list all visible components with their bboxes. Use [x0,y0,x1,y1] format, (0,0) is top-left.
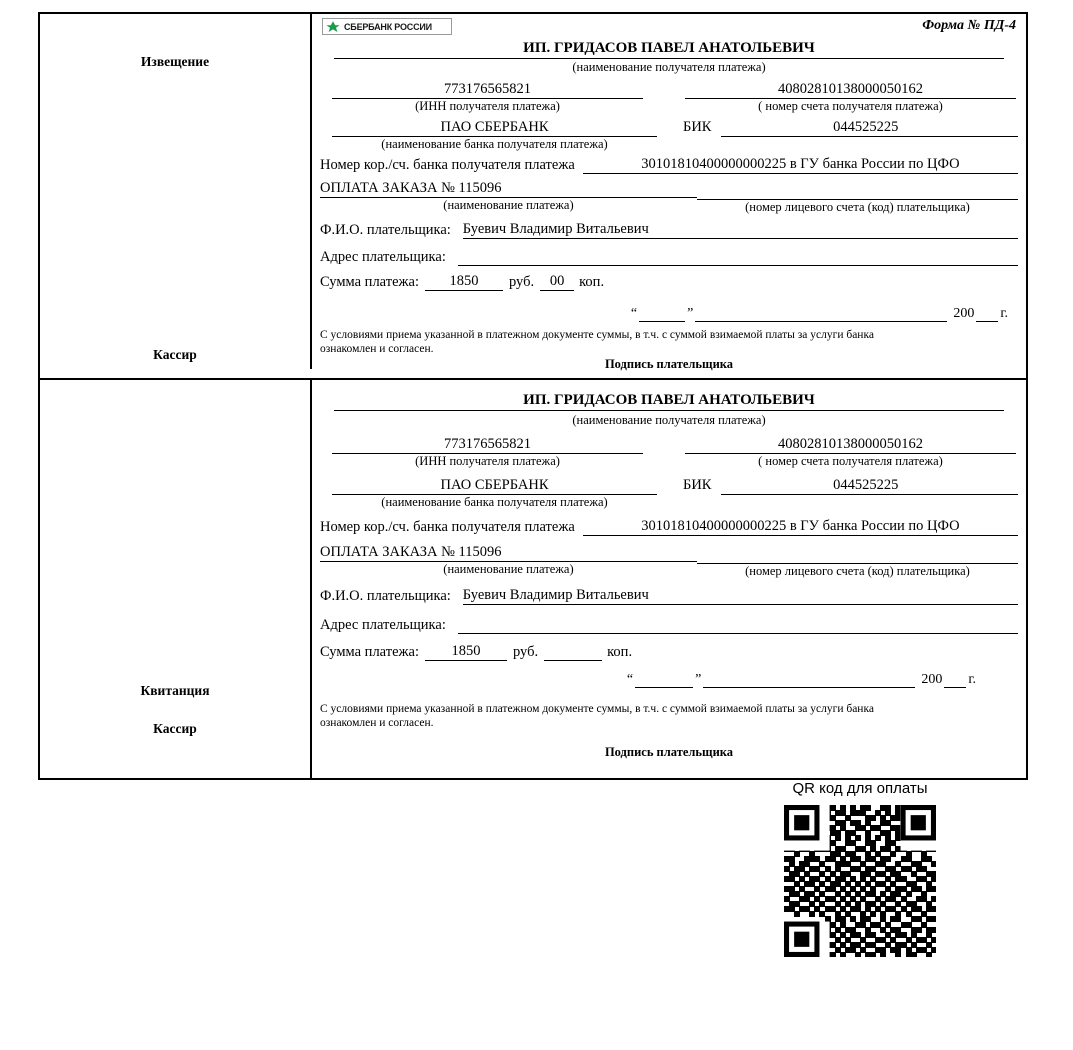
notice-conditions [320,328,1018,357]
notice-sum-kop-value: 00 [540,273,574,291]
receipt-personal-account-caption: (номер лицевого счета (код) плательщика) [745,563,970,578]
receipt-purpose-caption: (наименование платежа) [443,561,574,576]
receipt-date-quote-open: “ [626,671,634,687]
notice-personal-account-caption: (номер лицевого счета (код) плательщика) [745,200,970,214]
receipt-rub-word: руб. [513,643,539,660]
receipt-payer-label: Ф.И.О. плательщика: [320,587,451,604]
qr-payment-section [760,780,960,957]
receipt-sum-label: Сумма платежа: [320,643,419,660]
receipt-recipient-name: ИП. ГРИДАСОВ ПАВЕЛ АНАТОЛЬЕВИЧ [334,392,1004,411]
notice-payer-label: Ф.И.О. плательщика: [320,222,451,238]
receipt-conditions-line1: С условиями приема указанной в платежном документе суммы, в т.ч. с суммой взимаемой платы за услуги банка [320,702,874,715]
notice-right-column [312,14,1026,378]
notice-conditions-line1: С условиями приема указанной в платежном документе суммы, в т.ч. с суммой взимаемой платы за услуги банка [320,329,874,341]
receipt-date-month [703,671,915,688]
notice-bank-name: ПАО СБЕРБАНК [332,119,657,137]
receipt-left-column [40,380,312,778]
notice-corr-value: 30101810400000000225 в ГУ банка России по ЦФО [583,156,1018,174]
receipt-sum-rub-value: 1850 [425,643,507,661]
receipt-kop-word: коп. [607,643,633,660]
notice-recipient-name: ИП. ГРИДАСОВ ПАВЕЛ АНАТОЛЬЕВИЧ [334,40,1004,59]
notice-sum-rub-value: 1850 [425,273,503,291]
receipt-bank-name: ПАО СБЕРБАНК [332,477,657,495]
notice-date-month [695,305,947,322]
form-number: Форма № ПД-4 [922,18,1016,33]
notice-purpose-value: ОПЛАТА ЗАКАЗА № 115096 [320,180,697,198]
receipt-cashier-label: Кассир [153,720,197,736]
notice-address-value [458,246,1018,266]
receipt-recipient-caption: (наименование получателя платежа) [572,412,766,427]
notice-signature-label: Подпись плательщика [604,356,734,371]
notice-bank-caption: (наименование банка получателя платежа) [381,137,608,151]
notice-inn-value: 773176565821 [332,81,643,99]
notice-account-caption: ( номер счета получателя платежа) [758,99,943,113]
sberbank-logo-text: СБЕРБАНК РОССИИ [344,21,432,32]
receipt-bic-value: 044525225 [721,477,1018,495]
notice-date-day [639,305,685,322]
notice-conditions-line2: ознакомлен и согласен. [320,343,434,356]
notice-recipient-caption: (наименование получателя платежа) [572,60,766,74]
notice-sum-label: Сумма платежа: [320,274,419,290]
receipt-bank-caption: (наименование банка получателя платежа) [381,494,608,509]
receipt-signature-label: Подпись плательщика [604,744,734,759]
sberbank-logo [322,18,452,35]
notice-bic-label: БИК [683,119,712,135]
receipt-title-label: Квитанция [140,682,210,698]
notice-inn-caption: (ИНН получателя платежа) [415,99,560,113]
notice-cashier-label: Кассир [153,347,197,362]
qr-code-image [784,805,936,957]
payment-form [38,12,1028,780]
notice-section [40,14,1026,380]
receipt-date-year: 200 [921,671,943,687]
receipt-right-column [312,380,1026,778]
notice-date-quote-close: ” [687,306,694,321]
receipt-bic-label: БИК [683,476,712,493]
notice-kop-word: коп. [579,274,605,290]
receipt-personal-account-value [697,544,1018,564]
receipt-corr-label: Номер кор./сч. банка получателя платежа [320,518,575,535]
receipt-sum-kop-value [544,643,602,661]
notice-title-label: Извещение [140,54,210,69]
receipt-date-quote-close: ” [695,671,702,687]
notice-date-year: 200 [953,306,975,321]
notice-date-quote-open: “ [630,306,638,321]
receipt-payer-value: Буевич Владимир Витальевич [463,587,1018,605]
receipt-section [40,380,1026,778]
receipt-date-day [635,671,693,688]
notice-payer-value: Буевич Владимир Витальевич [463,221,1018,239]
receipt-inn-caption: (ИНН получателя платежа) [415,453,560,468]
receipt-date-year-blank [944,671,966,688]
sberbank-mark-icon [325,20,341,33]
notice-left-column [40,14,312,369]
receipt-address-value [458,614,1018,634]
receipt-conditions [320,702,1018,731]
receipt-corr-value: 30101810400000000225 в ГУ банка России по ЦФО [583,518,1018,536]
notice-date-year-suffix: г. [1000,306,1008,321]
receipt-purpose-value: ОПЛАТА ЗАКАЗА № 115096 [320,544,697,562]
receipt-inn-value: 773176565821 [332,436,643,454]
notice-purpose-caption: (наименование платежа) [443,198,574,212]
notice-bic-value: 044525225 [721,119,1018,137]
notice-date-year-blank [976,305,998,322]
receipt-account-caption: ( номер счета получателя платежа) [758,453,943,468]
receipt-address-label: Адрес плательщика: [320,616,446,633]
receipt-conditions-line2: ознакомлен и согласен. [320,717,434,730]
receipt-account-value: 40802810138000050162 [685,436,1016,454]
notice-rub-word: руб. [509,274,535,290]
notice-account-value: 40802810138000050162 [685,81,1016,99]
qr-title: QR код для оплаты [792,780,928,797]
receipt-date-year-suffix: г. [968,671,976,687]
notice-address-label: Адрес плательщика: [320,249,446,265]
notice-corr-label: Номер кор./сч. банка получателя платежа [320,157,575,173]
notice-personal-account-value [697,180,1018,200]
